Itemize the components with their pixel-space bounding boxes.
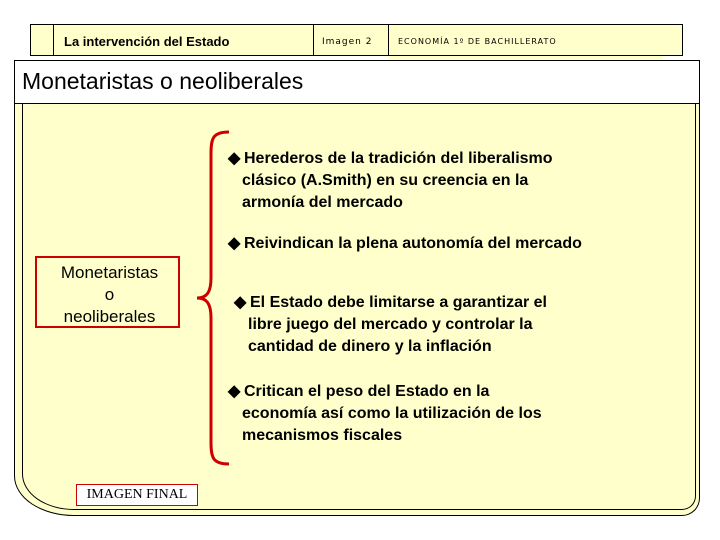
bullet-text-line: mecanismos fiscales	[242, 427, 403, 444]
bullet-marker-icon: ◆	[228, 383, 241, 400]
header-title: La intervención del Estado	[64, 34, 230, 49]
header-divider	[388, 24, 389, 56]
bullet-text-line: Reivindican la plena autonomía del mercado	[244, 235, 582, 252]
bullet-text-line: armonía del mercado	[242, 194, 403, 211]
header-divider	[313, 24, 314, 56]
bullet-marker-icon: ◆	[228, 235, 241, 252]
bullet-text-line: clásico (A.Smith) en su creencia en la	[242, 172, 529, 189]
bullet-text-line: libre juego del mercado y controlar la	[248, 316, 533, 333]
concept-label-line: neoliberales	[63, 307, 156, 326]
header-course-label: ECONOMÍA 1º DE BACHILLERATO	[398, 37, 557, 46]
header-left-notch	[34, 24, 54, 56]
curly-bracket-icon	[195, 130, 235, 470]
concept-label-box	[35, 256, 180, 328]
bullet-marker-icon: ◆	[234, 294, 247, 311]
header-right-notch	[682, 24, 700, 56]
bullet-text-line: economía así como la utilización de los	[242, 405, 542, 422]
bullet-text-line: cantidad de dinero y la inflación	[248, 338, 492, 355]
final-image-label: IMAGEN FINAL	[76, 484, 198, 506]
concept-label-line: Monetaristas	[60, 263, 159, 282]
bullet-marker-icon: ◆	[228, 150, 241, 167]
bullet-text-line: Herederos de la tradición del liberalismo	[244, 150, 553, 167]
header-image-label: Imagen 2	[322, 37, 373, 47]
page-title: Monetaristas o neoliberales	[22, 68, 304, 94]
bullet-text-line: El Estado debe limitarse a garantizar el	[250, 294, 547, 311]
concept-label-line: o	[104, 285, 115, 304]
bullet-text-line: Critican el peso del Estado en la	[244, 383, 490, 400]
